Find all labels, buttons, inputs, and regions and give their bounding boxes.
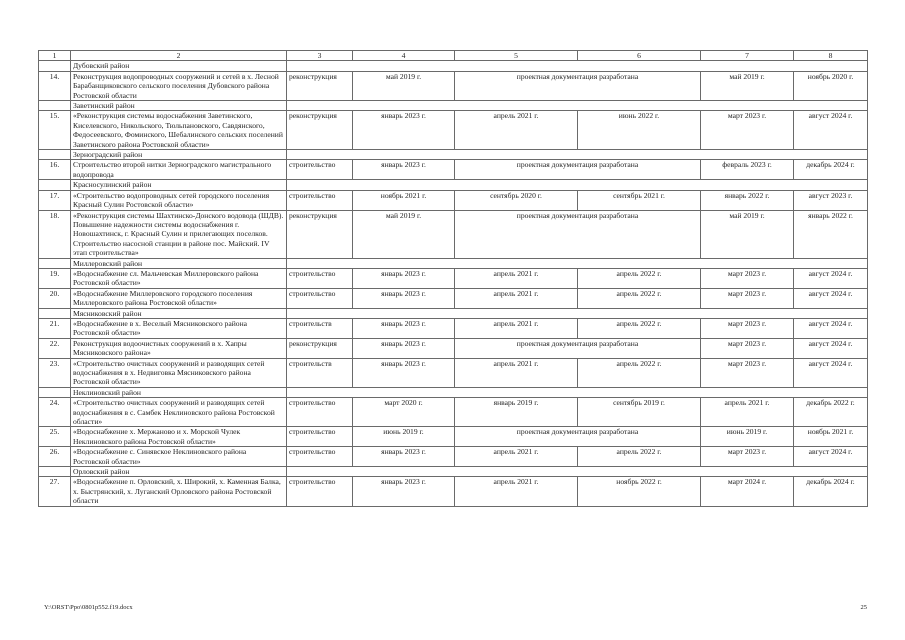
date-cell: июнь 2022 г. [578,111,701,150]
table-row [39,268,868,288]
row-number: 18. [39,210,71,258]
date-cell: апрель 2022 г. [578,288,701,308]
date-cell: январь 2023 г. [353,318,455,338]
date-cell: март 2024 г. [701,477,794,506]
date-cell: июнь 2019 г. [701,427,794,447]
date-cell: январь 2022 г. [794,210,868,258]
date-cell: март 2020 г. [353,398,455,427]
column-number: 1 [39,51,71,61]
project-status: проектная документация разработана [455,210,701,258]
date-cell: январь 2023 г. [353,160,455,180]
project-status: проектная документация разработана [455,338,701,358]
work-type: строительство [287,268,353,288]
district-row [39,467,868,477]
date-cell: август 2024 г. [794,338,868,358]
project-status: проектная документация разработана [455,427,701,447]
column-number: 2 [71,51,287,61]
date-cell: апрель 2021 г. [455,268,578,288]
date-cell: март 2023 г. [701,318,794,338]
district-name: Заветинский район [71,101,287,111]
date-cell: май 2019 г. [353,210,455,258]
date-cell: январь 2023 г. [353,477,455,506]
date-cell: август 2024 г. [794,288,868,308]
object-name: Реконструкция водопроводных сооружений и сетей в х. Лесной Барабанщиковского сельского поселения Дубовского района Ростовской области [71,71,287,100]
date-cell: март 2023 г. [701,268,794,288]
page-footer [38,603,867,613]
date-cell: февраль 2023 г. [701,160,794,180]
date-cell: ноябрь 2020 г. [794,71,868,100]
district-blank-cell [287,61,868,71]
object-name: Строительство второй нитки Зерноградского магистрального водопровода [71,160,287,180]
row-number: 17. [39,190,71,210]
work-type: строительств [287,358,353,387]
date-cell: ноябрь 2021 г. [794,427,868,447]
column-number: 8 [794,51,868,61]
date-cell: апрель 2021 г. [455,358,578,387]
date-cell: май 2019 г. [701,210,794,258]
table-row [39,477,868,506]
date-cell: ноябрь 2022 г. [578,477,701,506]
object-name: «Реконструкция системы водоснабжения Заветинского, Киселевского, Никольского, Тюльпановского, Савдянского, Федосеевского, Фоминского, Шебалинского сельских поселений Заветинского района Ростовской области» [71,111,287,150]
date-cell: апрель 2021 г. [701,398,794,427]
object-name: «Строительство очистных сооружений и разводящих сетей водоснабжения в с. Самбек Неклиновского района Ростовской области» [71,398,287,427]
date-cell: март 2023 г. [701,447,794,467]
district-name: Мясниковский район [71,308,287,318]
work-type: строительство [287,190,353,210]
row-number: 27. [39,477,71,506]
work-type: строительств [287,318,353,338]
district-name: Миллеровский район [71,258,287,268]
column-number: 6 [578,51,701,61]
district-row [39,258,868,268]
table-row [39,71,868,100]
date-cell: май 2019 г. [353,71,455,100]
row-number: 19. [39,268,71,288]
date-cell: апрель 2021 г. [455,447,578,467]
object-name: «Водоснабжение п. Орловский, х. Широкий, х. Каменная Балка, х. Быстрянский, х. Луганский Орловского района Ростовской области [71,477,287,506]
date-cell: декабрь 2022 г. [794,398,868,427]
district-number-cell [39,258,71,268]
date-cell: январь 2023 г. [353,447,455,467]
district-number-cell [39,150,71,160]
work-type: строительство [287,160,353,180]
work-type: строительство [287,398,353,427]
date-cell: июнь 2019 г. [353,427,455,447]
object-name: «Водоснабжение сл. Мальчевская Миллеровского района Ростовской области» [71,268,287,288]
district-number-cell [39,467,71,477]
row-number: 21. [39,318,71,338]
district-row [39,387,868,397]
object-name: «Водоснабжение с. Синявское Неклиновского района Ростовской области» [71,447,287,467]
work-type: реконструкция [287,111,353,150]
row-number: 25. [39,427,71,447]
district-name: Красносулинский район [71,180,287,190]
date-cell: март 2023 г. [701,288,794,308]
work-type: реконструкция [287,210,353,258]
date-cell: май 2019 г. [701,71,794,100]
date-cell: август 2024 г. [794,111,868,150]
district-number-cell [39,387,71,397]
table-row [39,398,868,427]
district-blank-cell [287,467,868,477]
row-number: 24. [39,398,71,427]
date-cell: август 2024 г. [794,358,868,387]
work-type: строительство [287,447,353,467]
object-name: «Строительство водопроводных сетей городского поселения Красный Сулин Ростовской области» [71,190,287,210]
object-name: «Водоснабжение х. Мержаново и х. Морской Чулек Неклиновского района Ростовской области» [71,427,287,447]
work-type: строительство [287,477,353,506]
column-number: 7 [701,51,794,61]
file-path: Y:\ORST\Ppo\0801p552.f19.docx [44,604,133,611]
work-type: реконструкция [287,338,353,358]
document-sheet [38,50,867,507]
object-name: «Строительство очистных сооружений и разводящих сетей водоснабжения в х. Недвиговка Мясниковского района Ростовской области» [71,358,287,387]
object-name: «Водоснабжение в х. Веселый Мясниковского района Ростовской области» [71,318,287,338]
table-row [39,190,868,210]
table-row [39,358,868,387]
page-number: 25 [860,604,867,611]
date-cell: январь 2019 г. [455,398,578,427]
date-cell: март 2023 г. [701,358,794,387]
date-cell: март 2023 г. [701,111,794,150]
work-type: строительство [287,427,353,447]
date-cell: январь 2023 г. [353,358,455,387]
district-blank-cell [287,101,868,111]
row-number: 16. [39,160,71,180]
table-row [39,111,868,150]
row-number: 15. [39,111,71,150]
table-row [39,160,868,180]
district-number-cell [39,308,71,318]
date-cell: август 2024 г. [794,318,868,338]
date-cell: январь 2023 г. [353,338,455,358]
date-cell: апрель 2022 г. [578,318,701,338]
work-type: строительство [287,288,353,308]
date-cell: сентябрь 2020 г. [455,190,578,210]
date-cell: апрель 2021 г. [455,477,578,506]
date-cell: ноябрь 2021 г. [353,190,455,210]
district-row [39,150,868,160]
row-number: 23. [39,358,71,387]
objects-table [38,50,868,507]
column-number: 5 [455,51,578,61]
date-cell: август 2023 г. [794,190,868,210]
date-cell: август 2024 г. [794,268,868,288]
date-cell: сентябрь 2021 г. [578,190,701,210]
date-cell: сентябрь 2019 г. [578,398,701,427]
table-row [39,210,868,258]
project-status: проектная документация разработана [455,71,701,100]
date-cell: апрель 2021 г. [455,318,578,338]
date-cell: декабрь 2024 г. [794,160,868,180]
table-row [39,427,868,447]
district-name: Неклиновский район [71,387,287,397]
table-body [39,51,868,507]
object-name: «Водоснабжение Миллеровского городского поселения Миллеровского района Ростовской области» [71,288,287,308]
row-number: 20. [39,288,71,308]
district-blank-cell [287,387,868,397]
table-row [39,447,868,467]
row-number: 14. [39,71,71,100]
date-cell: январь 2023 г. [353,111,455,150]
date-cell: апрель 2022 г. [578,268,701,288]
work-type: реконструкция [287,71,353,100]
date-cell: январь 2023 г. [353,268,455,288]
date-cell: апрель 2022 г. [578,447,701,467]
district-blank-cell [287,308,868,318]
district-row [39,61,868,71]
district-blank-cell [287,180,868,190]
column-number: 3 [287,51,353,61]
date-cell: январь 2022 г. [701,190,794,210]
district-blank-cell [287,258,868,268]
date-cell: апрель 2022 г. [578,358,701,387]
date-cell: март 2023 г. [701,338,794,358]
date-cell: апрель 2021 г. [455,111,578,150]
column-number: 4 [353,51,455,61]
district-row [39,101,868,111]
table-row [39,338,868,358]
district-number-cell [39,101,71,111]
row-number: 26. [39,447,71,467]
district-name: Дубовский район [71,61,287,71]
district-name: Орловский район [71,467,287,477]
table-row [39,318,868,338]
project-status: проектная документация разработана [455,160,701,180]
date-cell: апрель 2021 г. [455,288,578,308]
table-row [39,288,868,308]
column-number-row [39,51,868,61]
district-number-cell [39,180,71,190]
district-row [39,180,868,190]
date-cell: январь 2023 г. [353,288,455,308]
row-number: 22. [39,338,71,358]
district-blank-cell [287,150,868,160]
district-row [39,308,868,318]
date-cell: декабрь 2024 г. [794,477,868,506]
object-name: Реконструкция водоочистных сооружений в х. Хапры Мясниковского района» [71,338,287,358]
object-name: «Реконструкция системы Шахтинско-Донского водовода (ШДВ). Повышение надежности системы водоснабжения г. Новошахтинск, г. Красный Сулин и прилегающих поселков. Строительство насосной станции в районе пос. Майский. IV этап строительства» [71,210,287,258]
district-number-cell [39,61,71,71]
district-name: Зерноградский район [71,150,287,160]
date-cell: август 2024 г. [794,447,868,467]
